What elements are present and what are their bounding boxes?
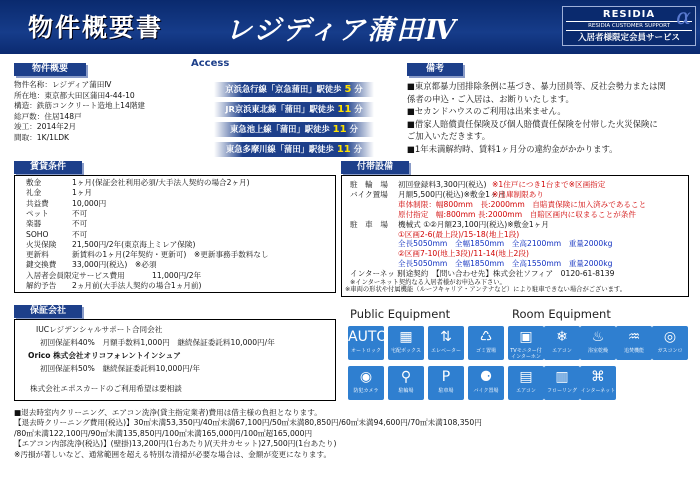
public-glyph: ⚈ xyxy=(479,369,493,385)
public-icon xyxy=(388,326,424,360)
facility-value: 別途契約 【問い合わせ先】株式会社ソフィア 0120-61-8139 xyxy=(398,269,615,279)
route-text: 東急多摩川線「蒲田」駅徒歩 xyxy=(225,144,334,154)
room-glyph: ▤ xyxy=(519,369,533,385)
lease-value: 10,000円 xyxy=(72,198,107,208)
room-caption: インターネット xyxy=(580,388,616,394)
footer-line: ※汚損が著しいなど、通常範囲を超える特別な清掃が必要な場合は、金額が変更になります。 xyxy=(14,449,332,459)
lease-label: 入居者会員限定サービス費用 xyxy=(26,270,125,280)
lease-value: 不可 xyxy=(72,219,88,229)
route-minutes: 11 xyxy=(337,104,352,115)
facility-value: 月額5,500円(税込)※敷金1ヶ月 xyxy=(398,189,506,199)
overview-line: 構造：鉄筋コンクリート造地上14階建 xyxy=(14,101,146,110)
facility-remark: 原付指定 幅:800mm 長:2000mm 自賠区画内に収まることが条件 xyxy=(398,209,636,219)
overview-line: 総戸数：住居148戸 xyxy=(14,111,82,121)
room-equipment-title: Room Equipment xyxy=(512,307,611,321)
room-icon xyxy=(544,326,580,360)
room-icon xyxy=(580,366,616,400)
lease-value: 21,500円/2年(東京海上ミレア保険) xyxy=(72,239,196,249)
guarantee-terms-2: 初回保証料50% 継続保証委託料10,000円/年 xyxy=(40,364,200,373)
facilities-note: ※車両の形状や付属機能（ルーフキャリア・アンテナなど）により駐車できない場合がございます。 xyxy=(345,286,627,293)
guarantee-terms-1: 初回保証料40% 月額手数料1,000円 継続保証委託料10,000円/年 xyxy=(40,338,275,347)
lease-value: 11,000円/2年 xyxy=(152,270,202,280)
facility-value: 機械式 ①②月額23,100円(税込)※敷金1ヶ月 xyxy=(398,219,549,229)
route-unit: 分 xyxy=(349,124,358,134)
facility-key: 駐 輪 場 xyxy=(350,180,388,189)
lease-label: 礼金 xyxy=(26,188,42,198)
guarantee-note: 株式会社エポスカードのご利用希望は要相談 xyxy=(30,384,182,393)
room-caption: 追焚機能 xyxy=(623,348,644,354)
public-glyph: ▦ xyxy=(399,329,413,345)
public-caption: 防犯カメラ xyxy=(353,388,379,394)
facility-key: インターネット xyxy=(350,269,403,279)
public-glyph: ◉ xyxy=(359,369,373,385)
lease-label: 共益費 xyxy=(26,198,49,208)
facilities-header: 付帯設備 xyxy=(341,161,409,174)
public-caption: 駐車場 xyxy=(438,388,454,394)
public-glyph: ⇅ xyxy=(440,329,452,345)
room-icon xyxy=(652,326,688,360)
overview-line: 間取：1K/1LDK xyxy=(14,132,70,142)
room-caption: TVモニター付インターホン xyxy=(510,348,542,360)
lease-label: SOHO xyxy=(26,229,49,239)
access-title: Access xyxy=(191,58,230,69)
public-caption: オートロック xyxy=(351,348,381,354)
logo-line1: RESIDIA xyxy=(602,9,656,20)
guarantee-company-1: IUCレジデンシャルサポート合同会社 xyxy=(36,325,163,334)
lease-label: 火災保険 xyxy=(26,239,57,249)
access-route xyxy=(214,122,374,137)
room-glyph: ♒ xyxy=(627,329,641,345)
route-minutes: 11 xyxy=(332,124,347,135)
notes-line: ■借家人賠償責任保険及び個人賠償責任保険を付帯した火災保険に xyxy=(407,118,658,129)
route-text: 京浜急行線「京急蒲田」駅徒歩 xyxy=(225,84,342,94)
route-minutes: 5 xyxy=(344,84,352,95)
public-caption: 駐輪場 xyxy=(398,388,414,394)
guarantee-header: 保証会社 xyxy=(14,305,82,318)
overview-line: 物件名称：レジディア蒲田Ⅳ xyxy=(14,80,112,89)
room-glyph: ◎ xyxy=(663,329,677,345)
logo-line3: 入居者様限定会員サービス xyxy=(577,33,680,43)
footer-line: 【退去時クリーニング費用(税込)】30㎡未満53,350円/40㎡未満67,100円/50㎡未満80,850円/60㎡未満94,600円/70㎡未満108,350円 xyxy=(14,418,482,428)
public-caption: ゴミ置場 xyxy=(475,348,496,354)
guarantee-company-2: Orico 株式会社オリコフォレントインシュア xyxy=(28,351,181,360)
overview-header: 物件概要 xyxy=(14,63,86,76)
room-icon xyxy=(544,366,580,400)
notes-line: ■セカンドハウスのご利用は出来ません。 xyxy=(407,106,566,116)
room-caption: エアコン xyxy=(552,348,572,354)
logo-alpha: α xyxy=(676,5,691,30)
public-icon xyxy=(428,366,464,400)
public-caption: バイク置場 xyxy=(473,388,499,394)
public-caption: エレベーター xyxy=(430,348,461,354)
property-title: レジディア蒲田Ⅳ xyxy=(225,15,458,46)
facility-remark: ①区画2-6(最上段)/15-18(地上1段) xyxy=(398,229,520,239)
facility-remark: 全長5050mm 全幅1850mm 全高2100mm 重量2000kg xyxy=(398,239,613,249)
access-route xyxy=(214,102,374,117)
room-caption: ガスコンロ xyxy=(657,348,683,354)
access-route xyxy=(214,142,374,157)
public-icon xyxy=(388,366,424,400)
lease-value: 1ヶ月 xyxy=(72,188,93,198)
room-icon xyxy=(508,366,544,400)
route-minutes: 11 xyxy=(336,144,351,155)
room-glyph: ❄ xyxy=(556,329,568,345)
public-icon xyxy=(428,326,464,360)
facility-value: ※インターネット契約なる入居者様がお申込み下さい。 xyxy=(350,279,506,286)
notes-line: 係者の申込・ご入居は、お断りいたします。 xyxy=(407,93,574,104)
route-text: 東急池上線「蒲田」駅徒歩 xyxy=(230,124,330,134)
room-glyph: ⌘ xyxy=(591,369,605,385)
lease-value: 1ヶ月(保証会社利用必須/大手法人契約の場合2ヶ月) xyxy=(72,178,250,187)
facility-key: バイク置場 xyxy=(350,189,388,199)
room-icon xyxy=(508,326,544,360)
lease-label: 敷金 xyxy=(26,178,42,187)
facility-remark: ※1住戸につき1台まで※区画指定 xyxy=(492,180,606,189)
residia-logo xyxy=(562,6,696,46)
lease-label: 解約予告 xyxy=(26,281,57,290)
doc-title: 物件概要書 xyxy=(28,13,164,42)
room-glyph: ▣ xyxy=(519,329,533,345)
facility-remark: ②区画7-10(地上3段)/11-14(地上2段) xyxy=(398,249,529,259)
notes-line: ご加入いただきます。 xyxy=(407,131,491,141)
facility-remark: 全長5050mm 全幅1850mm 全高1550mm 重量2000kg xyxy=(398,259,613,269)
footer-line: 【エアコン内部洗浄(税込)】(壁掛)13,200円(1台あたり)/(天井カセット)27,500円(1台あたり) xyxy=(14,439,337,449)
room-caption: フローリング xyxy=(547,388,577,394)
notes-header: 備考 xyxy=(407,63,463,76)
lease-label: 鍵交換費 xyxy=(26,260,57,270)
lease-value: 不可 xyxy=(72,208,88,218)
route-unit: 分 xyxy=(354,84,363,94)
notes-line: ■東京都暴力団排除条例に基づき、暴力団員等、反社会勢力または関 xyxy=(407,81,666,91)
public-glyph: AUTO xyxy=(348,329,388,345)
facility-remark: ※出庫制限あり xyxy=(492,189,544,199)
route-unit: 分 xyxy=(353,144,363,154)
lease-label: 更新料 xyxy=(26,250,49,260)
public-glyph: ⚲ xyxy=(400,369,412,385)
public-caption: 宅配ボックス xyxy=(391,348,421,354)
facility-remark: 車体制限：幅800mm 長:2000mm 自賠責保険に加入済みであること xyxy=(398,199,647,209)
overview-line: 所在地：東京都大田区蒲田4-44-10 xyxy=(14,90,135,100)
public-glyph: ♺ xyxy=(479,329,493,345)
public-glyph: P xyxy=(441,369,451,385)
room-glyph: ♨ xyxy=(591,329,605,345)
route-text: JR京浜東北線「蒲田」駅徒歩 xyxy=(225,104,335,114)
lease-value: 不可 xyxy=(72,229,88,239)
access-route xyxy=(214,82,374,97)
overview-line: 竣工：2014年2月 xyxy=(14,122,77,131)
room-icon xyxy=(616,326,652,360)
notes-line: ■1年未満解約時、賃料1ヶ月分の違約金がかかります。 xyxy=(407,143,618,154)
lease-value: 新賃料の1ヶ月(2年契約・更新可) ※更新事務手数料なし xyxy=(72,250,269,260)
facility-key: 駐 車 場 xyxy=(350,219,388,229)
logo-line2: RESIDIA CUSTOMER SUPPORT xyxy=(566,21,692,31)
room-caption: 浴室乾燥 xyxy=(587,348,608,354)
lease-value: 33,000円(税込) ※必須 xyxy=(72,260,157,270)
lease-label: 楽器 xyxy=(26,219,42,229)
footer-line: /80㎡未満122,100円/90㎡未満135,850円/100㎡未満165,000円/100㎡超165,000円 xyxy=(14,428,313,438)
public-icon xyxy=(348,366,384,400)
room-icon xyxy=(580,326,616,360)
room-glyph: ▥ xyxy=(555,369,569,385)
public-icon xyxy=(468,366,504,400)
public-icon xyxy=(348,326,388,360)
room-caption: エアコン xyxy=(516,388,536,394)
lease-label: ペット xyxy=(26,208,49,218)
facility-value: 初回登録料3,300円(税込) xyxy=(398,180,487,189)
public-equipment-title: Public Equipment xyxy=(350,307,451,321)
footer-line: ■退去時室内クリーニング、エアコン洗浄(貸主指定業者)費用は借主様の負担となります。 xyxy=(14,408,322,417)
route-unit: 分 xyxy=(354,104,363,114)
public-icon xyxy=(468,326,504,360)
lease-header: 賃貸条件 xyxy=(14,161,82,174)
lease-value: 2ヵ月前(大手法人契約の場合1ヵ月前) xyxy=(72,281,202,290)
